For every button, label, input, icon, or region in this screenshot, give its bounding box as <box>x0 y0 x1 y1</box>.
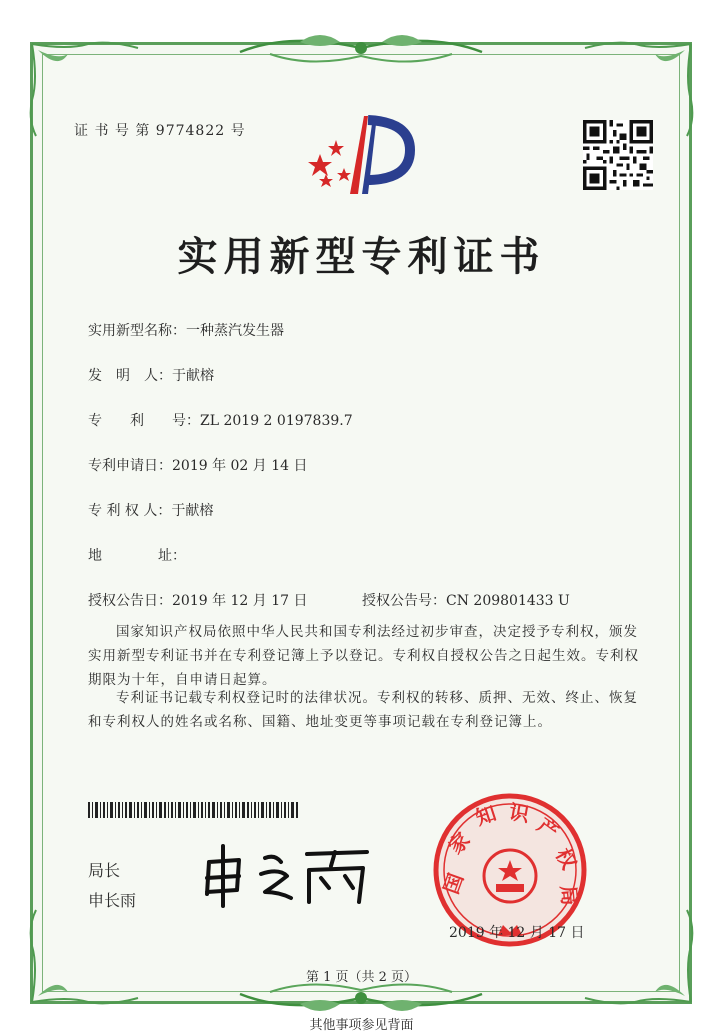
field-utility-model-name <box>88 320 284 340</box>
body-paragraph-1: 国家知识产权局依照中华人民共和国专利法经过初步审查，决定授予专利权，颁发实用新型专利证书并在专利登记簿上予以登记。专利权自授权公告之日起生效。专利权期限为十年，自申请日起算。 <box>88 624 639 688</box>
svg-text:国: 国 <box>438 870 469 898</box>
director-title: 局长 <box>88 861 121 880</box>
svg-text:知: 知 <box>472 800 500 830</box>
utility-model-name-label: 实用新型名称： <box>88 323 186 339</box>
svg-text:识: 识 <box>507 799 532 827</box>
footer-note: 其他事项参见背面 <box>309 1018 414 1033</box>
seal-date: 2019 年 12 月 17 日 <box>449 925 585 941</box>
top-ornament <box>230 28 492 76</box>
certificate-number: 证 书 号 第 9774822 号 <box>74 123 246 139</box>
director-name: 申长雨 <box>88 891 137 910</box>
svg-text:家: 家 <box>443 827 475 859</box>
field-address <box>88 545 186 565</box>
field-grant-number <box>362 590 570 610</box>
corner-ornament-bottom-left <box>28 906 148 1006</box>
address-label: 地 址： <box>88 548 186 564</box>
field-patentee <box>88 500 213 520</box>
svg-text:产: 产 <box>532 812 564 844</box>
qr-code <box>583 120 653 190</box>
filing-date-value: 2019 年 02 月 14 日 <box>172 458 308 474</box>
inventor-value: 于献榕 <box>172 368 214 384</box>
patentee-label: 专 利 权 人： <box>88 503 172 519</box>
svg-text:权: 权 <box>550 844 582 874</box>
corner-ornament-bottom-right <box>575 906 695 1006</box>
patentee-value: 于献榕 <box>171 503 214 519</box>
inventor-label: 发 明 人： <box>88 368 172 384</box>
field-patent-number <box>88 410 353 430</box>
field-inventor <box>88 365 214 385</box>
grant-date-label: 授权公告日： <box>88 593 172 609</box>
grant-number-value: CN 209801433 U <box>446 593 570 609</box>
utility-model-name-value: 一种蒸汽发生器 <box>186 323 284 339</box>
svg-text:局: 局 <box>556 884 582 907</box>
grant-date-value: 2019 年 12 月 17 日 <box>172 593 308 609</box>
director-signature <box>195 840 375 910</box>
grant-number-label: 授权公告号： <box>362 593 446 609</box>
page-number: 第 1 页（共 2 页） <box>305 970 418 985</box>
barcode <box>88 802 298 818</box>
field-filing-date <box>88 455 308 475</box>
patent-number-label: 专 利 号： <box>88 413 200 429</box>
certificate-title: 实用新型专利证书 <box>177 233 546 280</box>
patent-office-logo <box>306 110 416 200</box>
patent-number-value: ZL 2019 2 0197839.7 <box>200 413 353 429</box>
field-grant-date <box>88 590 308 610</box>
filing-date-label: 专利申请日： <box>88 458 172 474</box>
body-paragraph-2: 专利证书记载专利权登记时的法律状况。专利权的转移、质押、无效、终止、恢复和专利权人的姓名或名称、国籍、地址变更等事项记载在专利登记簿上。 <box>88 690 638 730</box>
